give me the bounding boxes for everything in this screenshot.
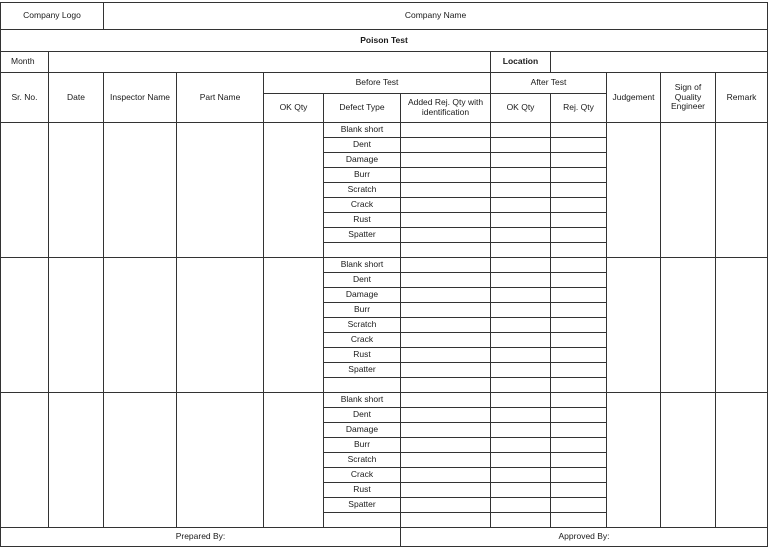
- sign-cell[interactable]: [661, 258, 716, 393]
- added-rej-qty-cell[interactable]: [401, 198, 491, 213]
- after-ok-qty-cell[interactable]: [491, 183, 551, 198]
- added-rej-qty-cell[interactable]: [401, 303, 491, 318]
- rej-qty-cell[interactable]: [551, 513, 607, 528]
- after-ok-qty-cell[interactable]: [491, 138, 551, 153]
- ok-qty-cell[interactable]: [264, 393, 324, 528]
- part-name-cell[interactable]: [177, 123, 264, 258]
- defect-type-cell: Blank short: [324, 258, 401, 273]
- rej-qty-cell[interactable]: [551, 258, 607, 273]
- added-rej-qty-cell[interactable]: [401, 333, 491, 348]
- after-ok-qty-cell[interactable]: [491, 318, 551, 333]
- sr-no-cell[interactable]: [1, 123, 49, 258]
- after-ok-qty-cell[interactable]: [491, 213, 551, 228]
- rej-qty-cell[interactable]: [551, 468, 607, 483]
- defect-type-cell: [324, 243, 401, 258]
- after-ok-qty-cell[interactable]: [491, 153, 551, 168]
- date-cell[interactable]: [49, 258, 104, 393]
- rej-qty-cell[interactable]: [551, 228, 607, 243]
- sign-cell[interactable]: [661, 123, 716, 258]
- inspector-name-cell[interactable]: [104, 393, 177, 528]
- defect-type-cell: Spatter: [324, 228, 401, 243]
- added-rej-qty-cell[interactable]: [401, 453, 491, 468]
- after-ok-qty-cell[interactable]: [491, 303, 551, 318]
- added-rej-qty-cell[interactable]: [401, 213, 491, 228]
- rej-qty-cell[interactable]: [551, 138, 607, 153]
- added-rej-qty-cell[interactable]: [401, 408, 491, 423]
- col-header-judgement: Judgement: [607, 73, 661, 123]
- date-cell[interactable]: [49, 393, 104, 528]
- approved-by-label: Approved By:: [401, 528, 768, 547]
- defect-type-cell: Crack: [324, 333, 401, 348]
- defect-type-cell: Dent: [324, 408, 401, 423]
- after-ok-qty-cell[interactable]: [491, 333, 551, 348]
- defect-type-cell: Crack: [324, 198, 401, 213]
- rej-qty-cell[interactable]: [551, 168, 607, 183]
- added-rej-qty-cell[interactable]: [401, 393, 491, 408]
- defect-type-cell: Scratch: [324, 453, 401, 468]
- added-rej-qty-cell[interactable]: [401, 378, 491, 393]
- after-ok-qty-cell[interactable]: [491, 468, 551, 483]
- location-label: Location: [491, 52, 551, 73]
- added-rej-qty-cell[interactable]: [401, 273, 491, 288]
- after-ok-qty-cell[interactable]: [491, 168, 551, 183]
- added-rej-qty-cell[interactable]: [401, 123, 491, 138]
- judgement-cell[interactable]: [607, 258, 661, 393]
- poison-test-form: [0, 2, 768, 547]
- added-rej-qty-cell[interactable]: [401, 168, 491, 183]
- company-logo-placeholder: Company Logo: [1, 3, 104, 30]
- defect-type-cell: Burr: [324, 168, 401, 183]
- after-ok-qty-cell[interactable]: [491, 243, 551, 258]
- added-rej-qty-cell[interactable]: [401, 288, 491, 303]
- added-rej-qty-cell[interactable]: [401, 363, 491, 378]
- col-header-date: Date: [49, 73, 104, 123]
- rej-qty-cell[interactable]: [551, 423, 607, 438]
- after-ok-qty-cell[interactable]: [491, 363, 551, 378]
- sr-no-cell[interactable]: [1, 258, 49, 393]
- defect-type-cell: Spatter: [324, 498, 401, 513]
- rej-qty-cell[interactable]: [551, 183, 607, 198]
- rej-qty-cell[interactable]: [551, 438, 607, 453]
- table-row: [1, 393, 768, 408]
- added-rej-qty-cell[interactable]: [401, 258, 491, 273]
- defect-type-cell: Scratch: [324, 318, 401, 333]
- after-ok-qty-cell[interactable]: [491, 393, 551, 408]
- col-header-before-test: Before Test: [264, 73, 491, 94]
- month-label: Month: [1, 52, 49, 73]
- rej-qty-cell[interactable]: [551, 213, 607, 228]
- defect-type-cell: Blank short: [324, 123, 401, 138]
- defect-type-cell: Damage: [324, 423, 401, 438]
- rej-qty-cell[interactable]: [551, 453, 607, 468]
- col-header-remark: Remark: [716, 73, 768, 123]
- part-name-cell[interactable]: [177, 258, 264, 393]
- table-row: [1, 258, 768, 273]
- defect-type-cell: Burr: [324, 438, 401, 453]
- added-rej-qty-cell[interactable]: [401, 423, 491, 438]
- defect-type-cell: Dent: [324, 273, 401, 288]
- rej-qty-cell[interactable]: [551, 363, 607, 378]
- after-ok-qty-cell[interactable]: [491, 423, 551, 438]
- after-ok-qty-cell[interactable]: [491, 513, 551, 528]
- added-rej-qty-cell[interactable]: [401, 468, 491, 483]
- rej-qty-cell[interactable]: [551, 378, 607, 393]
- company-name: Company Name: [104, 3, 768, 30]
- defect-type-cell: Spatter: [324, 363, 401, 378]
- added-rej-qty-cell[interactable]: [401, 498, 491, 513]
- added-rej-qty-cell[interactable]: [401, 138, 491, 153]
- after-ok-qty-cell[interactable]: [491, 288, 551, 303]
- rej-qty-cell[interactable]: [551, 153, 607, 168]
- inspector-name-cell[interactable]: [104, 123, 177, 258]
- defect-type-cell: Blank short: [324, 393, 401, 408]
- rej-qty-cell[interactable]: [551, 498, 607, 513]
- rej-qty-cell[interactable]: [551, 303, 607, 318]
- after-ok-qty-cell[interactable]: [491, 258, 551, 273]
- defect-type-cell: Damage: [324, 288, 401, 303]
- col-header-after-ok-qty: OK Qty: [491, 94, 551, 123]
- rej-qty-cell[interactable]: [551, 198, 607, 213]
- col-header-after-test: After Test: [491, 73, 607, 94]
- added-rej-qty-cell[interactable]: [401, 348, 491, 363]
- added-rej-qty-cell[interactable]: [401, 243, 491, 258]
- col-header-part-name: Part Name: [177, 73, 264, 123]
- added-rej-qty-cell[interactable]: [401, 483, 491, 498]
- defect-type-cell: Rust: [324, 348, 401, 363]
- added-rej-qty-cell[interactable]: [401, 153, 491, 168]
- rej-qty-cell[interactable]: [551, 243, 607, 258]
- sr-no-cell[interactable]: [1, 393, 49, 528]
- ok-qty-cell[interactable]: [264, 123, 324, 258]
- col-header-defect-type: Defect Type: [324, 94, 401, 123]
- rej-qty-cell[interactable]: [551, 393, 607, 408]
- added-rej-qty-cell[interactable]: [401, 513, 491, 528]
- col-header-ok-qty: OK Qty: [264, 94, 324, 123]
- col-header-added-rej-qty: Added Rej. Qty with identification: [401, 94, 491, 123]
- rej-qty-cell[interactable]: [551, 273, 607, 288]
- rej-qty-cell[interactable]: [551, 123, 607, 138]
- after-ok-qty-cell[interactable]: [491, 453, 551, 468]
- defect-type-cell: [324, 378, 401, 393]
- month-value-cell[interactable]: [49, 52, 491, 73]
- after-ok-qty-cell[interactable]: [491, 273, 551, 288]
- col-header-sr-no: Sr. No.: [1, 73, 49, 123]
- defect-type-cell: Damage: [324, 153, 401, 168]
- defect-type-cell: Rust: [324, 213, 401, 228]
- after-ok-qty-cell[interactable]: [491, 378, 551, 393]
- after-ok-qty-cell[interactable]: [491, 483, 551, 498]
- rej-qty-cell[interactable]: [551, 408, 607, 423]
- defect-type-cell: Dent: [324, 138, 401, 153]
- rej-qty-cell[interactable]: [551, 348, 607, 363]
- col-header-sign-of-quality-engineer: Sign of Quality Engineer: [661, 73, 716, 123]
- col-header-rej-qty: Rej. Qty: [551, 94, 607, 123]
- after-ok-qty-cell[interactable]: [491, 228, 551, 243]
- after-ok-qty-cell[interactable]: [491, 408, 551, 423]
- date-cell[interactable]: [49, 123, 104, 258]
- judgement-cell[interactable]: [607, 123, 661, 258]
- sign-cell[interactable]: [661, 393, 716, 528]
- after-ok-qty-cell[interactable]: [491, 498, 551, 513]
- prepared-by-label: Prepared By:: [1, 528, 401, 547]
- rej-qty-cell[interactable]: [551, 333, 607, 348]
- after-ok-qty-cell[interactable]: [491, 198, 551, 213]
- added-rej-qty-cell[interactable]: [401, 183, 491, 198]
- after-ok-qty-cell[interactable]: [491, 348, 551, 363]
- added-rej-qty-cell[interactable]: [401, 318, 491, 333]
- after-ok-qty-cell[interactable]: [491, 438, 551, 453]
- defect-type-cell: Scratch: [324, 183, 401, 198]
- remark-cell[interactable]: [716, 393, 768, 528]
- judgement-cell[interactable]: [607, 393, 661, 528]
- added-rej-qty-cell[interactable]: [401, 438, 491, 453]
- rej-qty-cell[interactable]: [551, 288, 607, 303]
- rej-qty-cell[interactable]: [551, 483, 607, 498]
- defect-type-cell: Crack: [324, 468, 401, 483]
- after-ok-qty-cell[interactable]: [491, 123, 551, 138]
- rej-qty-cell[interactable]: [551, 318, 607, 333]
- location-value-cell[interactable]: [551, 52, 768, 73]
- remark-cell[interactable]: [716, 123, 768, 258]
- defect-type-cell: Burr: [324, 303, 401, 318]
- defect-type-cell: [324, 513, 401, 528]
- defect-type-cell: Rust: [324, 483, 401, 498]
- part-name-cell[interactable]: [177, 393, 264, 528]
- remark-cell[interactable]: [716, 258, 768, 393]
- table-row: [1, 123, 768, 138]
- col-header-inspector-name: Inspector Name: [104, 73, 177, 123]
- added-rej-qty-cell[interactable]: [401, 228, 491, 243]
- ok-qty-cell[interactable]: [264, 258, 324, 393]
- form-title: Poison Test: [1, 30, 768, 52]
- inspector-name-cell[interactable]: [104, 258, 177, 393]
